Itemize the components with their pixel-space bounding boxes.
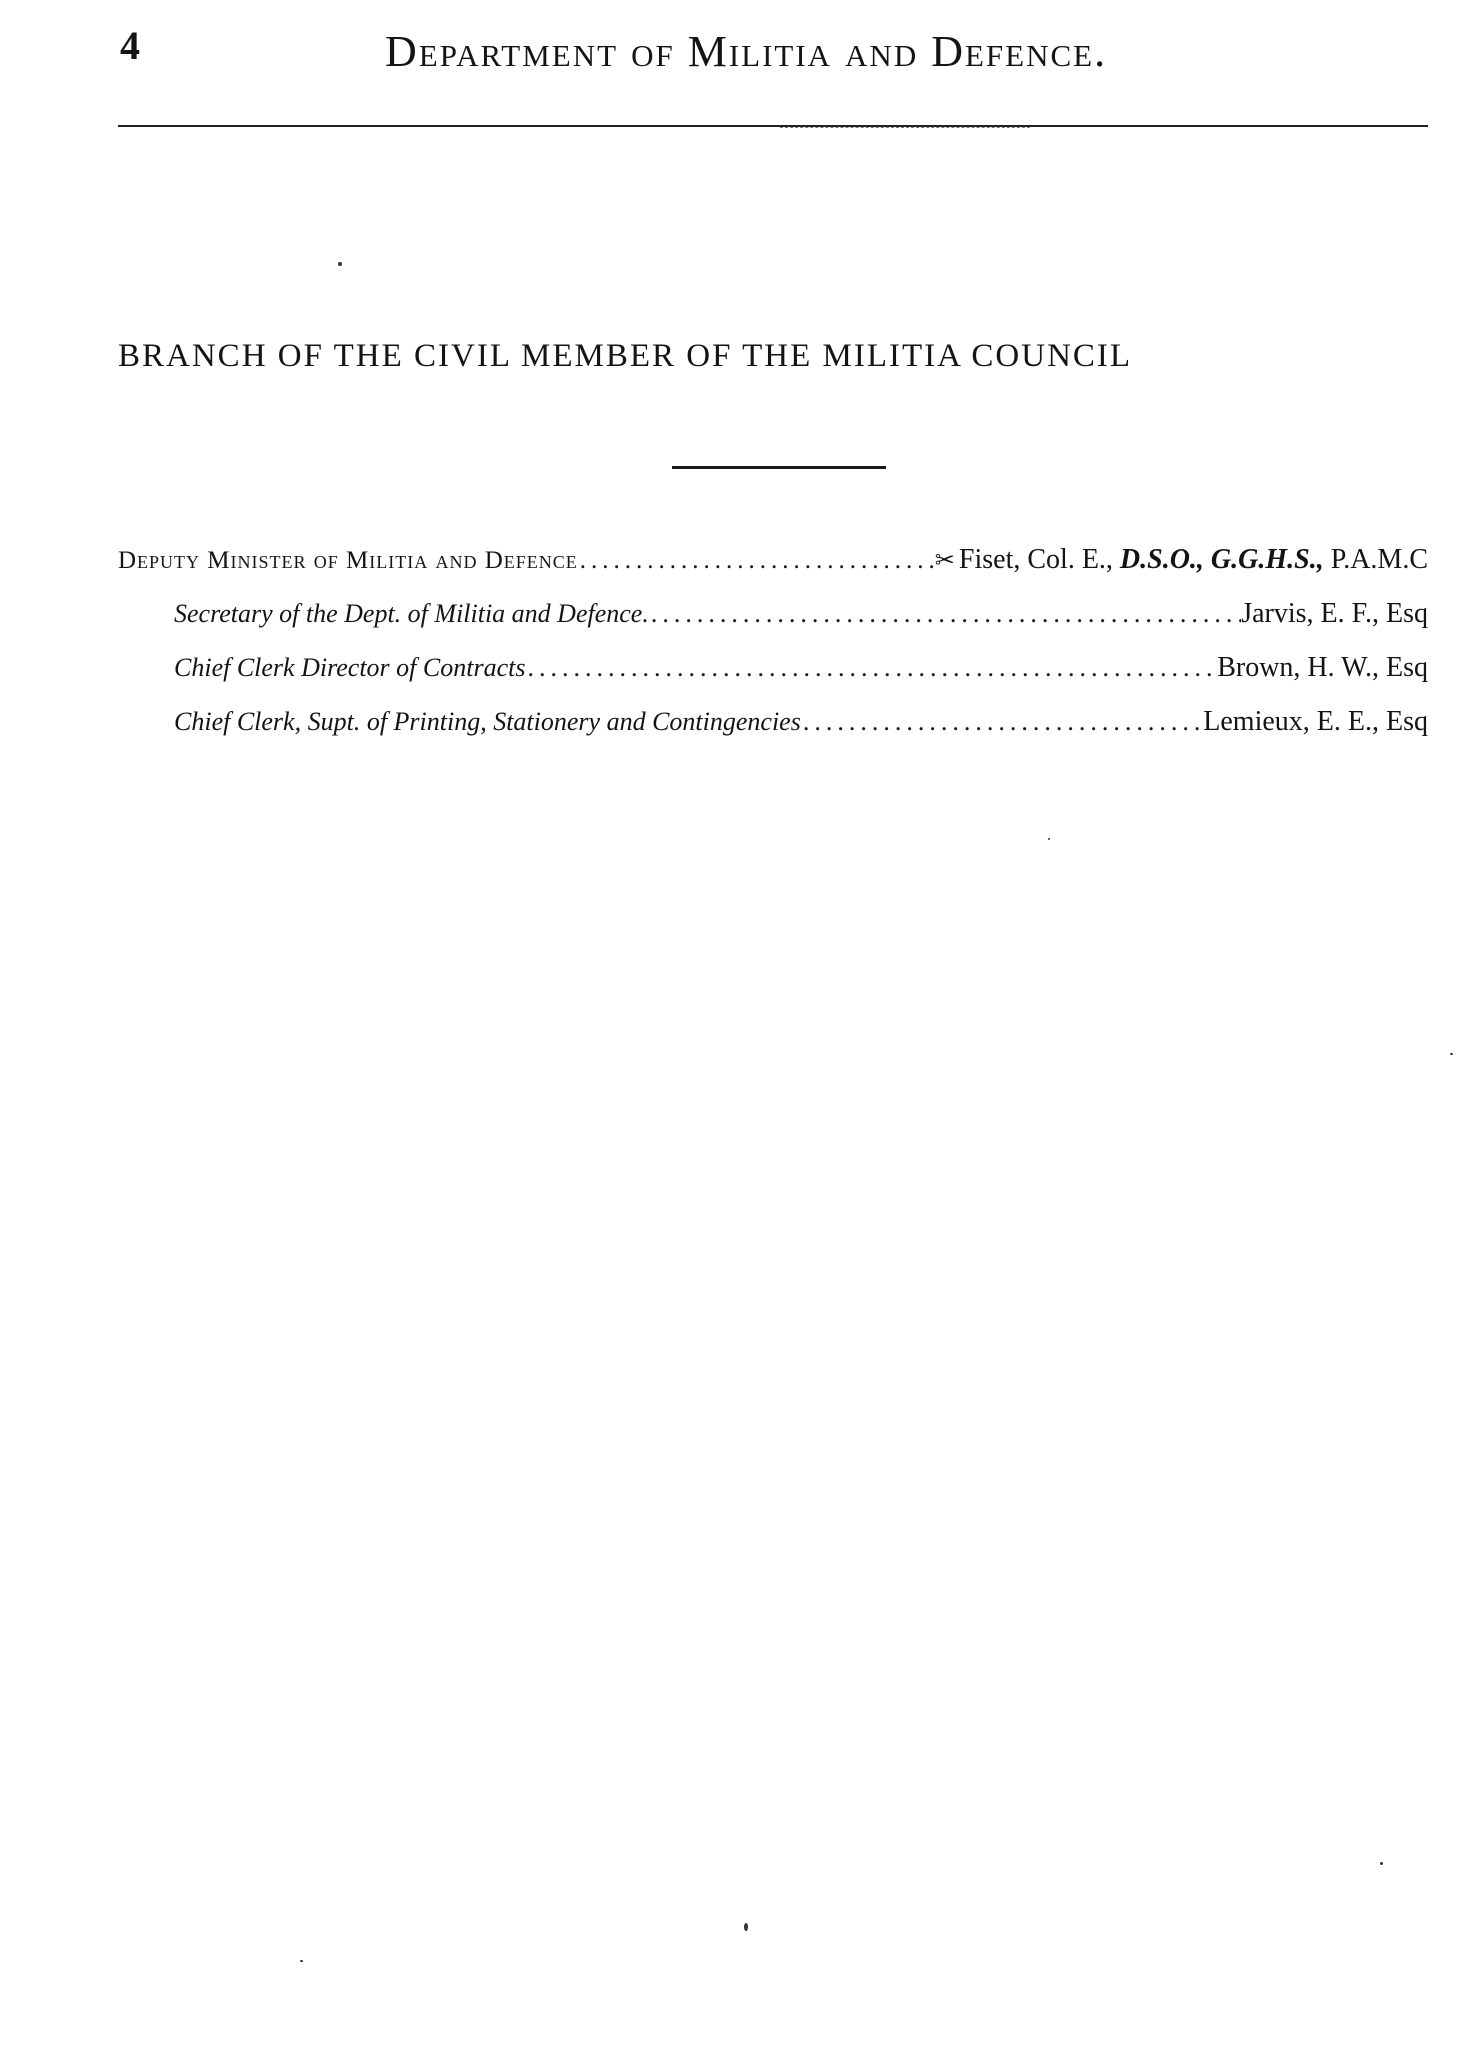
- list-item: [118, 706, 1428, 760]
- scan-speck: [338, 262, 342, 266]
- scan-speck: [1450, 1053, 1453, 1055]
- scan-speck: [1380, 1862, 1383, 1865]
- dot-leader: [649, 599, 1241, 629]
- office-title: Chief Clerk, Supt. of Printing, Stationery and Contingencies: [174, 707, 801, 736]
- title-rule: [672, 466, 886, 469]
- staff-list: [118, 544, 1428, 760]
- dot-leader: [801, 707, 1203, 737]
- header-rule: [118, 125, 1428, 127]
- header-rule-faint: [780, 127, 1030, 128]
- dot-leader: [578, 547, 935, 575]
- page-number: 4: [120, 23, 140, 68]
- scan-speck: [300, 1960, 303, 1962]
- running-header: Department of Militia and Defence.: [385, 27, 1108, 76]
- scissors-icon: ✂: [934, 546, 955, 574]
- office-holder: Jarvis, E. F., Esq: [1241, 598, 1428, 629]
- scan-speck: [1048, 838, 1050, 840]
- office-title: Secretary of the Dept. of Militia and Defence.: [174, 599, 649, 628]
- list-item: [118, 598, 1428, 652]
- list-item: [118, 652, 1428, 706]
- office-title: Chief Clerk Director of Contracts: [174, 653, 526, 682]
- holder-name: Fiset, Col. E.,: [958, 544, 1113, 575]
- list-item: [118, 544, 1428, 598]
- section-title: BRANCH OF THE CIVIL MEMBER OF THE MILITIA COUNCIL: [118, 338, 1133, 374]
- office-holder: [935, 544, 1428, 576]
- office-holder: Brown, H. W., Esq: [1217, 652, 1428, 683]
- holder-suffix: P.A.M.C: [1330, 544, 1428, 575]
- holder-honours: D.S.O., G.G.H.S.,: [1119, 544, 1324, 575]
- office-title: Deputy Minister of Militia and Defence: [118, 547, 578, 574]
- office-holder: Lemieux, E. E., Esq: [1203, 706, 1428, 737]
- dot-leader: [525, 653, 1217, 683]
- scan-speck: [744, 1923, 748, 1931]
